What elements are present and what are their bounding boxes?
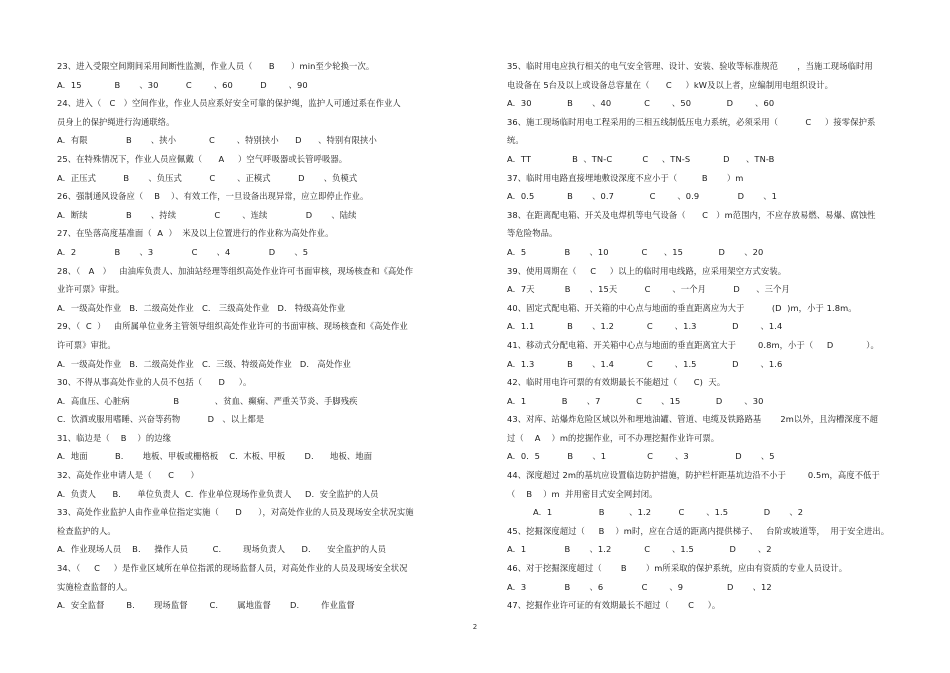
right-column [507, 57, 899, 615]
text-line: A. 一级高处作业 B. 二级高处作业 C. 三级、特级高处作业 D. 高处作业 [57, 358, 351, 369]
text-line: 47、挖掘作业许可证的有效期最长不超过（ C ）。 [507, 600, 721, 611]
text-line: A. 有限 B 、挟小 C 、特别挟小 D 、特别有限挟小 [57, 135, 377, 146]
text-line: A. 1 B 、1.2 C 、1.5 D 、2 [533, 507, 804, 518]
text-line: A. 1 B 、7 C 、15 D 、30 [507, 395, 764, 406]
text-line: A. 断续 B 、持续 C 、连续 D 、陆续 [57, 209, 357, 220]
text-line: A. 负责人 B. 单位负责人 C. 作业单位现场作业负责人 D. 安全监护的人员 [57, 488, 379, 499]
text-line: （ B ）m 并用密目式安全网封闭。 [507, 488, 658, 499]
text-line: 31、临边是（ B ）的边缘 [57, 432, 172, 443]
text-line: 37、临时用电路直接埋地敷设深度不应小于（ B ）m [507, 172, 744, 183]
text-line: A. 地面 B. 地板、甲板或栅格板 C. 木板、甲板 D. 地板、地面 [57, 451, 373, 462]
text-line: 等危险物品。 [507, 228, 558, 239]
text-line: A. 30 B 、40 C 、50 D 、60 [507, 98, 775, 109]
text-line: 44、深度超过 2m的基坑应设置临边防护措施，防护栏杆距基坑边沿不小于 0.5m，高度不低于 [507, 470, 880, 481]
text-line: A. 2 B 、3 C 、4 D 、5 [57, 246, 309, 257]
text-line: A. 一级高处作业 B. 二级高处作业 C. 三级高处作业 D. 特级高处作业 [57, 302, 346, 313]
text-line: 实施检查监督的人。 [57, 581, 133, 592]
text-line: 35、临时用电应执行相关的电气安全管理、设计、安装、验收等标准规范 ，当施工现场临时用 [507, 61, 873, 71]
text-line: A. 1.3 B 、1.4 C 、1.5 D 、1.6 [507, 358, 783, 369]
text-line: 27、在坠落高度基准面（ A ） 米及以上位置进行的作业称为高处作业。 [57, 228, 334, 239]
text-line: A. 7天 B 、15天 C 、一个月 D 、三个月 [507, 284, 790, 295]
text-line: 员身上的保护绳进行沟通联络。 [57, 116, 175, 127]
text-line: 34、（ C ）是作业区域所在单位指派的现场监督人员，对高处作业的人员及现场安全状况 [57, 563, 408, 574]
text-line: A. 作业现场人员 B. 操作人员 C. 现场负责人 D. 安全监护的人员 [57, 544, 386, 555]
text-line: A. 1.1 B 、1.2 C 、1.3 D 、1.4 [507, 321, 783, 332]
text-line: 42、临时用电许可票的有效期最长不能超过（ C) 天。 [507, 377, 726, 388]
text-line: A. 1 B 、1.2 C 、1.5 D 、2 [507, 544, 772, 555]
text-line: A. 3 B 、6 C 、9 D 、12 [507, 581, 772, 592]
text-line: C. 饮酒或服用嗜睡、兴奋等药物 D 、以上都是 [57, 414, 265, 425]
text-line: 24、进入（ C ）空间作业，作业人员应系好安全可靠的保护绳，监护人可通过系在作业人 [57, 98, 401, 109]
text-line: 26、强制通风设备应（ B ）、有效工作，一旦设备出现异常，应立即停止作业。 [57, 191, 369, 202]
text-line: 46、对于挖掘深度超过（ B ）m所采取的保护系统，应由有资质的专业人员设计。 [507, 563, 848, 574]
text-line: A. 高血压、心脏病 B 、贫血、癫痫、严重关节炎、手脚残疾 [57, 395, 358, 406]
text-line: 40、固定式配电箱、开关箱的中心点与地面的垂直距离应为大于 (D )m，小于 1.8m。 [507, 302, 857, 313]
text-line: A. 安全监督 B. 现场监督 C. 属地监督 D. 作业监督 [57, 600, 355, 611]
text-line: A. 15 B 、30 C 、60 D 、90 [57, 79, 308, 90]
text-line: 25、在特殊情况下，作业人员应佩戴（ A ）空气呼吸器或长管呼吸器。 [57, 153, 348, 164]
text-line: 32、高处作业申请人是（ C ） [57, 470, 199, 481]
text-line: A. TT B 、TN-C C 、TN-S D 、TN-B [507, 153, 775, 164]
text-line: 41、移动式分配电箱、开关箱中心点与地面的垂直距离宜大于 0.8m，小于（ D ）。 [507, 339, 879, 350]
text-line: 过（ A ）m的挖掘作业，可不办理挖掘作业许可票。 [507, 432, 720, 443]
page-number: 2 [472, 623, 478, 631]
text-line: 33、高处作业监护人由作业单位指定实施（ D ），对高处作业的人员及现场安全状况实施 [57, 507, 414, 518]
text-line: 36、施工现场临时用电工程采用的三相五线制低压电力系统，必须采用（ C ）接零保护系 [507, 116, 876, 127]
text-line: A. 正压式 B 、负压式 C 、正模式 D 、负模式 [57, 172, 358, 183]
text-line: 43、对库、站爆炸危险区域以外和埋地油罐、管道、电缆及铁路路基 2m以外，且沟槽深度不超 [507, 414, 878, 425]
text-line: 38、在距离配电箱、开关及电焊机等电气设备（ C ）m范围内，不应存放易燃、易爆、腐蚀性 [507, 209, 876, 220]
text-line: 业许可票》审批。 [57, 284, 125, 295]
text-line: 39、使用周期在（ C ）以上的临时用电线路，应采用架空方式安装。 [507, 265, 787, 276]
text-line: A. 0.5 B 、0.7 C 、0.9 D 、1 [507, 191, 778, 202]
text-line: 29、（ C ） 由所属单位业务主管领导组织高处作业许可的书面审核、现场核查和《高处作业 [57, 321, 408, 332]
text-line: 统。 [507, 135, 524, 146]
text-line: 许可票》审批。 [57, 339, 116, 350]
text-line: 45、挖掘深度超过（ B ）m时，应在合适的距离内提供梯子、 台阶或坡道等， 用于安全进出。 [507, 525, 890, 536]
text-line: A. 0．5 B 、1 C 、3 D 、5 [507, 451, 775, 462]
text-line: 23、进入受限空间期间采用间断性监测，作业人员（ B ）min至少轮换一次。 [57, 61, 375, 71]
text-line: 检查监护的人。 [57, 525, 116, 536]
left-column [57, 57, 439, 615]
text-line: 电设备在 5台及以上或设备总容量在（ C ）kW及以上者，应编制用电组织设计。 [507, 79, 834, 90]
text-line: A. 5 B 、10 C 、15 D 、20 [507, 246, 764, 257]
text-line: 28、（ A ） 由油库负责人、加油站经理等组织高处作业许可书面审核，现场核查和《高处作 [57, 265, 414, 276]
text-line: 30、不得从事高处作业的人员不包括（ D ）。 [57, 377, 252, 388]
